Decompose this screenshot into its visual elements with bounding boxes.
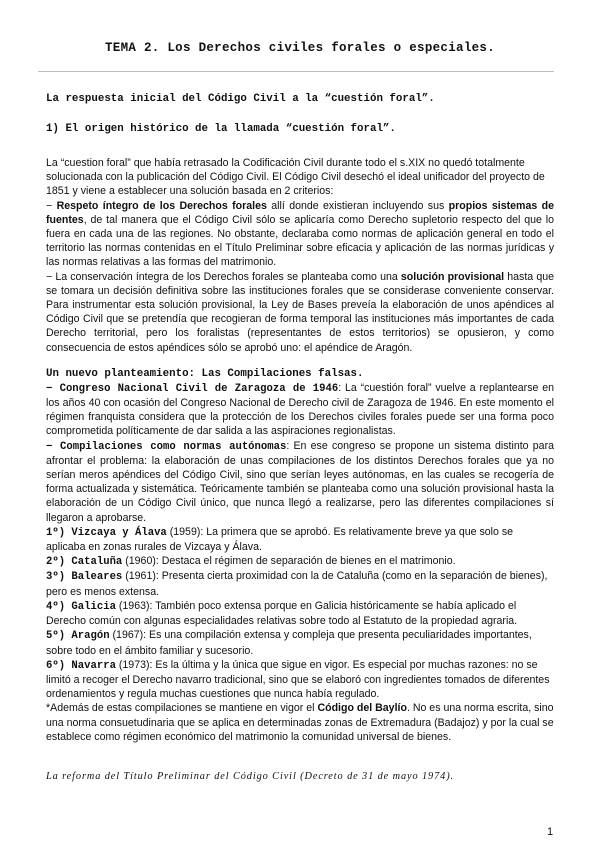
criterion-text: − La conservación íntegra de los Derechos forales se planteaba como una bbox=[46, 270, 401, 283]
compilation-text: (1960): Destaca el régimen de separación de bienes en el matrimonio. bbox=[122, 555, 456, 568]
criterion-bold: propios sistemas de fuentes bbox=[46, 199, 554, 226]
criterion-respect-paragraph bbox=[46, 199, 554, 270]
note-bold: Código del Baylío bbox=[317, 702, 407, 715]
list-item bbox=[46, 569, 554, 598]
criterion-text: allí donde existieran incluyendo sus bbox=[266, 199, 449, 212]
criterion-bold: solución provisional bbox=[400, 270, 505, 283]
title-divider bbox=[38, 71, 554, 72]
baylio-note bbox=[46, 701, 554, 744]
note-text: *Además de estas compilaciones se mantiene en vigor el bbox=[46, 702, 318, 715]
compilation-text: (1967): Es una compilación extensa y compleja que presenta peculiaridades importantes, sobre todo en el ámbito familiar y sucesorio. bbox=[46, 629, 532, 657]
page-title: TEMA 2. Los Derechos civiles forales o especiales. bbox=[104, 41, 496, 55]
compilation-label: 6º) Navarra bbox=[46, 659, 116, 672]
compilation-label: 2º) Cataluña bbox=[46, 556, 123, 569]
page-number: 1 bbox=[547, 826, 554, 838]
item-label: − Compilaciones como normas autónomas bbox=[46, 440, 287, 453]
compilation-label: 4º) Galicia bbox=[46, 600, 116, 613]
subsection-heading: 1) El origen histórico de la llamada “cuestión foral”. bbox=[46, 123, 396, 135]
intro-paragraph: La “cuestion foral” que había retrasado la Codificación Civil durante todo el s.XIX no quedó totalmente solucionada con la publicación del Código Civil. El Código Civil desechó el ideal unificador del proyecto de 1851 y viene a establecer una solución basada en 2 criterios: bbox=[46, 157, 545, 198]
compilation-label: 5º) Aragón bbox=[46, 630, 110, 643]
compilation-text: (1973): Es la última y la única que sigue en vigor. Es especial por muchas razones: no se limitó a recoger el Derecho navarro tradicional, sino que se elaboró con ingredientes tomados de diferentes ordenamientos y regula muchas cuestiones que nunca había regulado. bbox=[46, 658, 550, 701]
compilations-list bbox=[46, 525, 554, 701]
list-item bbox=[46, 599, 554, 628]
list-item bbox=[46, 554, 554, 569]
criterion-bold: Respeto íntegro de los Derechos forales bbox=[56, 199, 267, 212]
subsection-heading: Un nuevo planteamiento: Las Compilaciones falsas. bbox=[46, 367, 364, 380]
compilation-text: (1963): También poco extensa porque en Galicia históricamente se había aplicado el Derecho común con algunas especialidades relativas sobre todo al Estatuto de la propiedad agraria. bbox=[46, 599, 518, 628]
criterion-text: hasta que se tomara un decisión definitiva sobre las instituciones forales que se considerase conveniente conservar. Para instrumentar esta solución provisional, la Ley de Bases preveía la elaboración de unos apéndices al Código Civil que se pretendía que recogieran de forma temporal las instituciones más importantes de cada Derecho territorial, pero los foralistas (representantes de estos territorios) se opusieron, y como consecuencia de estos apéndices sólo se aprobó uno: el apéndice de Aragón. bbox=[46, 270, 554, 354]
section-heading: La respuesta inicial del Código Civil a la “cuestión foral”. bbox=[46, 93, 435, 105]
compilation-text: (1961): Presenta cierta proximidad con la de Cataluña (como en la separación de bienes), pero es menos extensa. bbox=[46, 570, 548, 598]
item-text: : En ese congreso se propone un sistema distinto para afrontar el problema: la elaboración de unas compilaciones de los distintos Derechos forales que ya no serían meros apéndices del Código Civil, sino que serían leyes autónomas, en las cuales se recogería de forma actualizada y sistemática. Teóricamente también se planteaba como una solución provisional hasta la elaboración de un Código Civil único, que nunca llegó a realizarse, pero las diferentes compilaciones sí llegaron a aprobarse. bbox=[46, 439, 554, 524]
list-item bbox=[46, 628, 554, 657]
criterion-text: , de tal manera que el Código Civil sólo se aplicaría como Derecho supletorio respecto del que lo fuera en cada una de las regiones. No obstante, declaraba como normas de aplicación general en todo el territorio las normas contenidas en el Título Preliminar sobre eficacia y aplicación de las normas jurídicas y las normas relativas a las formas del matrimonio. bbox=[46, 213, 554, 269]
list-item bbox=[46, 525, 554, 554]
criterion-provisional-paragraph bbox=[46, 270, 554, 355]
congress-paragraph bbox=[46, 381, 554, 439]
item-label: − Congreso Nacional Civil de Zaragoza de 1946 bbox=[46, 382, 339, 395]
criterion-dash: − bbox=[46, 199, 57, 212]
next-section-heading: La reforma del Título Preliminar del Código Civil (Decreto de 31 de mayo 1974). bbox=[46, 771, 454, 782]
compilation-text: (1959): La primera que se aprobó. Es relativamente breve ya que solo se aplicaba en zonas rurales de Vizcaya y Álava. bbox=[46, 525, 514, 554]
list-item bbox=[46, 658, 554, 702]
autonomous-norms-paragraph bbox=[46, 439, 554, 525]
item-text: : La “cuestión foral” vuelve a replantearse en los años 40 con ocasión del Congreso Nacional de Derecho civil de Zaragoza de 1946. En este momento el régimen franquista considera que la protección de los Derechos civiles forales puede ser una forma poco comprometida políticamente de dar salida a las aspiraciones regionalistas. bbox=[46, 381, 554, 438]
note-text: . No es una norma escrita, sino una norma consuetudinaria que se aplica en determinadas zonas de Extremadura (Badajoz) y por la cual se establece como régimen económico del matrimonio la comunidad universal de bienes. bbox=[46, 702, 554, 743]
compilation-label: 3º) Baleares bbox=[46, 571, 123, 584]
compilation-label: 1º) Vizcaya y Álava bbox=[46, 526, 167, 539]
document-body bbox=[46, 92, 554, 744]
